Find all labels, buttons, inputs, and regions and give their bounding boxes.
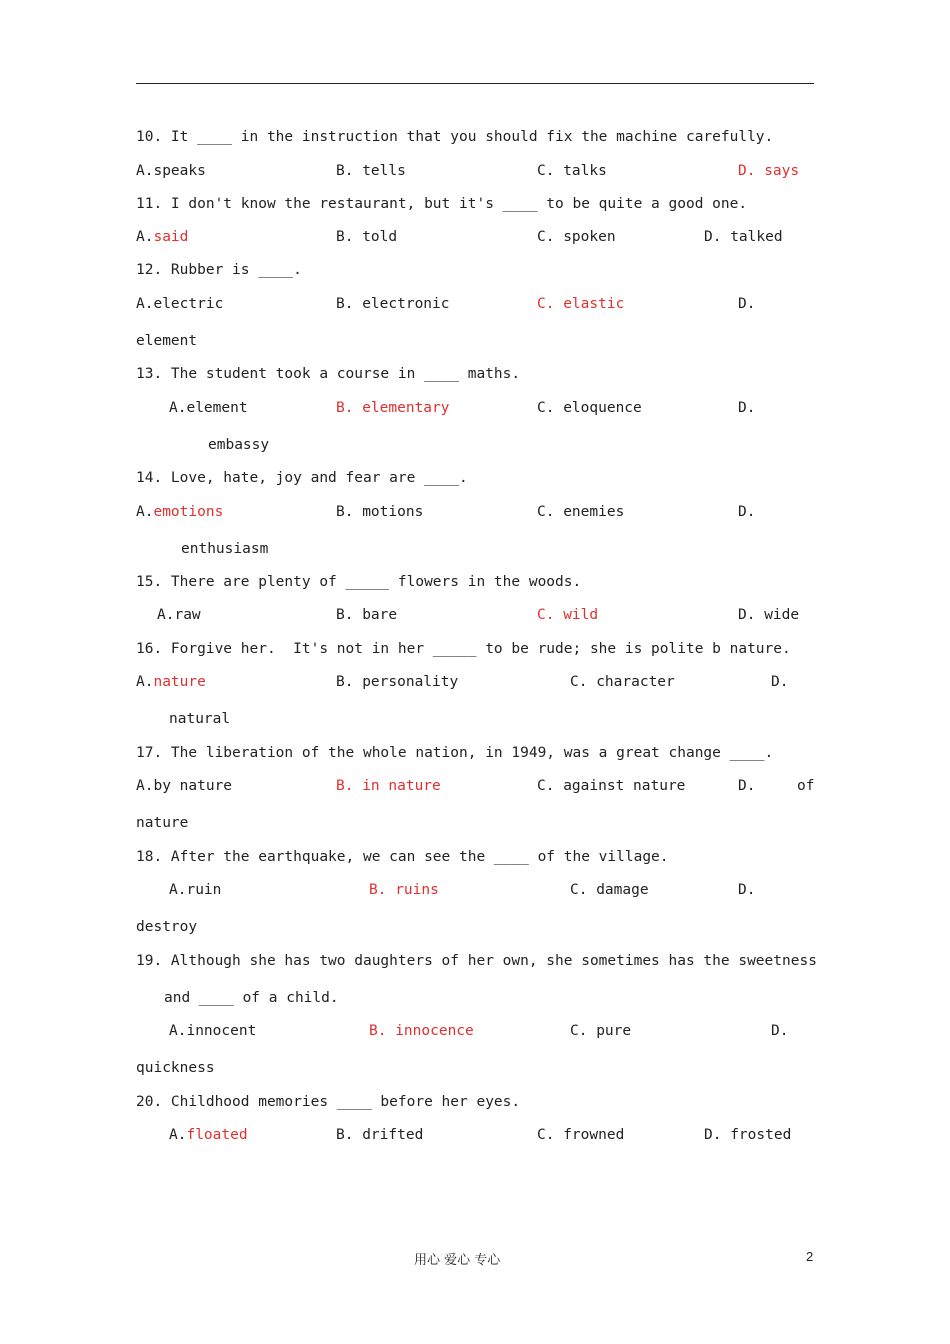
q17-option-d-text: nature <box>136 815 189 831</box>
question-14-stem: 14. Love, hate, joy and fear are ____. <box>136 470 468 486</box>
q10-option-c: C. talks <box>537 163 607 179</box>
q17-option-a: A.by nature <box>136 778 233 794</box>
q17-option-d: D. <box>738 778 756 794</box>
q20-option-d: D. frosted <box>704 1127 792 1143</box>
q12-option-a: A.electric <box>136 296 224 312</box>
q19-option-d-text: quickness <box>136 1060 215 1076</box>
q18-option-d: D. <box>738 882 756 898</box>
q14-option-d: D. <box>738 504 756 520</box>
q14-option-a-answer: emotions <box>153 504 224 520</box>
q13-option-c: C. eloquence <box>537 400 642 416</box>
q19-option-c: C. pure <box>570 1023 632 1039</box>
q14-option-a-prefix: A. <box>136 504 154 520</box>
q12-option-d: D. <box>738 296 756 312</box>
question-19-stem-cont: and ____ of a child. <box>164 990 339 1006</box>
question-11-stem: 11. I don't know the restaurant, but it's ____ to be quite a good one. <box>136 196 748 212</box>
q14-option-d-text: enthusiasm <box>181 541 269 557</box>
q12-option-d-text: element <box>136 333 198 349</box>
q13-option-a: A.element <box>169 400 248 416</box>
question-19-stem: 19. Although she has two daughters of her own, she sometimes has the sweetness <box>136 953 817 969</box>
q11-option-a <box>136 228 188 246</box>
q19-option-d: D. <box>771 1023 789 1039</box>
q14-option-b: B. motions <box>336 504 424 520</box>
q16-option-a <box>136 673 206 691</box>
q14-option-c: C. enemies <box>537 504 625 520</box>
q11-option-d: D. talked <box>704 229 783 245</box>
q16-option-b: B. personality <box>336 674 459 690</box>
q10-option-a: A.speaks <box>136 163 206 179</box>
question-10-stem: 10. It ____ in the instruction that you should fix the machine carefully. <box>136 129 774 145</box>
q18-option-b-answer: B. ruins <box>369 882 439 898</box>
q19-option-a: A.innocent <box>169 1023 257 1039</box>
question-12-stem: 12. Rubber is ____. <box>136 262 302 278</box>
q17-option-b-answer: B. in nature <box>336 778 441 794</box>
q13-option-b-answer: B. elementary <box>336 400 450 416</box>
question-17-stem: 17. The liberation of the whole nation, in 1949, was a great change ____. <box>136 745 774 761</box>
q18-option-c: C. damage <box>570 882 649 898</box>
q15-option-d: D. wide <box>738 607 800 623</box>
q11-option-a-prefix: A. <box>136 229 154 245</box>
q20-option-a-answer: floated <box>186 1127 248 1143</box>
footer-motto: 用心 爱心 专心 <box>414 1253 501 1268</box>
q16-option-a-prefix: A. <box>136 674 154 690</box>
q11-option-b: B. told <box>336 229 398 245</box>
q20-option-b: B. drifted <box>336 1127 424 1143</box>
q18-option-d-text: destroy <box>136 919 198 935</box>
q17-option-c: C. against nature <box>537 778 686 794</box>
q12-option-c-answer: C. elastic <box>537 296 625 312</box>
q11-option-c: C. spoken <box>537 229 616 245</box>
q13-option-d-text: embassy <box>208 437 270 453</box>
question-20-stem: 20. Childhood memories ____ before her eyes. <box>136 1094 521 1110</box>
question-15-stem: 15. There are plenty of _____ flowers in the woods. <box>136 574 582 590</box>
q10-option-b: B. tells <box>336 163 406 179</box>
q18-option-a: A.ruin <box>169 882 222 898</box>
q16-option-d: D. <box>771 674 789 690</box>
q12-option-b: B. electronic <box>336 296 450 312</box>
q16-option-a-answer: nature <box>153 674 206 690</box>
q16-option-d-text: natural <box>169 711 231 727</box>
q15-option-b: B. bare <box>336 607 398 623</box>
q19-option-b-answer: B. innocence <box>369 1023 474 1039</box>
q20-option-a <box>169 1126 248 1144</box>
question-18-stem: 18. After the earthquake, we can see the ____ of the village. <box>136 849 669 865</box>
question-13-stem: 13. The student took a course in ____ maths. <box>136 366 521 382</box>
q15-option-a: A.raw <box>157 607 201 623</box>
header-rule <box>136 83 814 84</box>
q20-option-a-prefix: A. <box>169 1127 187 1143</box>
q16-option-c: C. character <box>570 674 675 690</box>
q20-option-c: C. frowned <box>537 1127 625 1143</box>
question-16-stem: 16. Forgive her. It's not in her _____ to be rude; she is polite b nature. <box>136 641 791 657</box>
q14-option-a <box>136 503 223 521</box>
q15-option-c-answer: C. wild <box>537 607 599 623</box>
q10-option-d-answer: D. says <box>738 163 800 179</box>
q11-option-a-answer: said <box>153 229 189 245</box>
page-number: 2 <box>806 1249 814 1264</box>
q17-option-d-of: of <box>797 778 815 794</box>
q13-option-d: D. <box>738 400 756 416</box>
